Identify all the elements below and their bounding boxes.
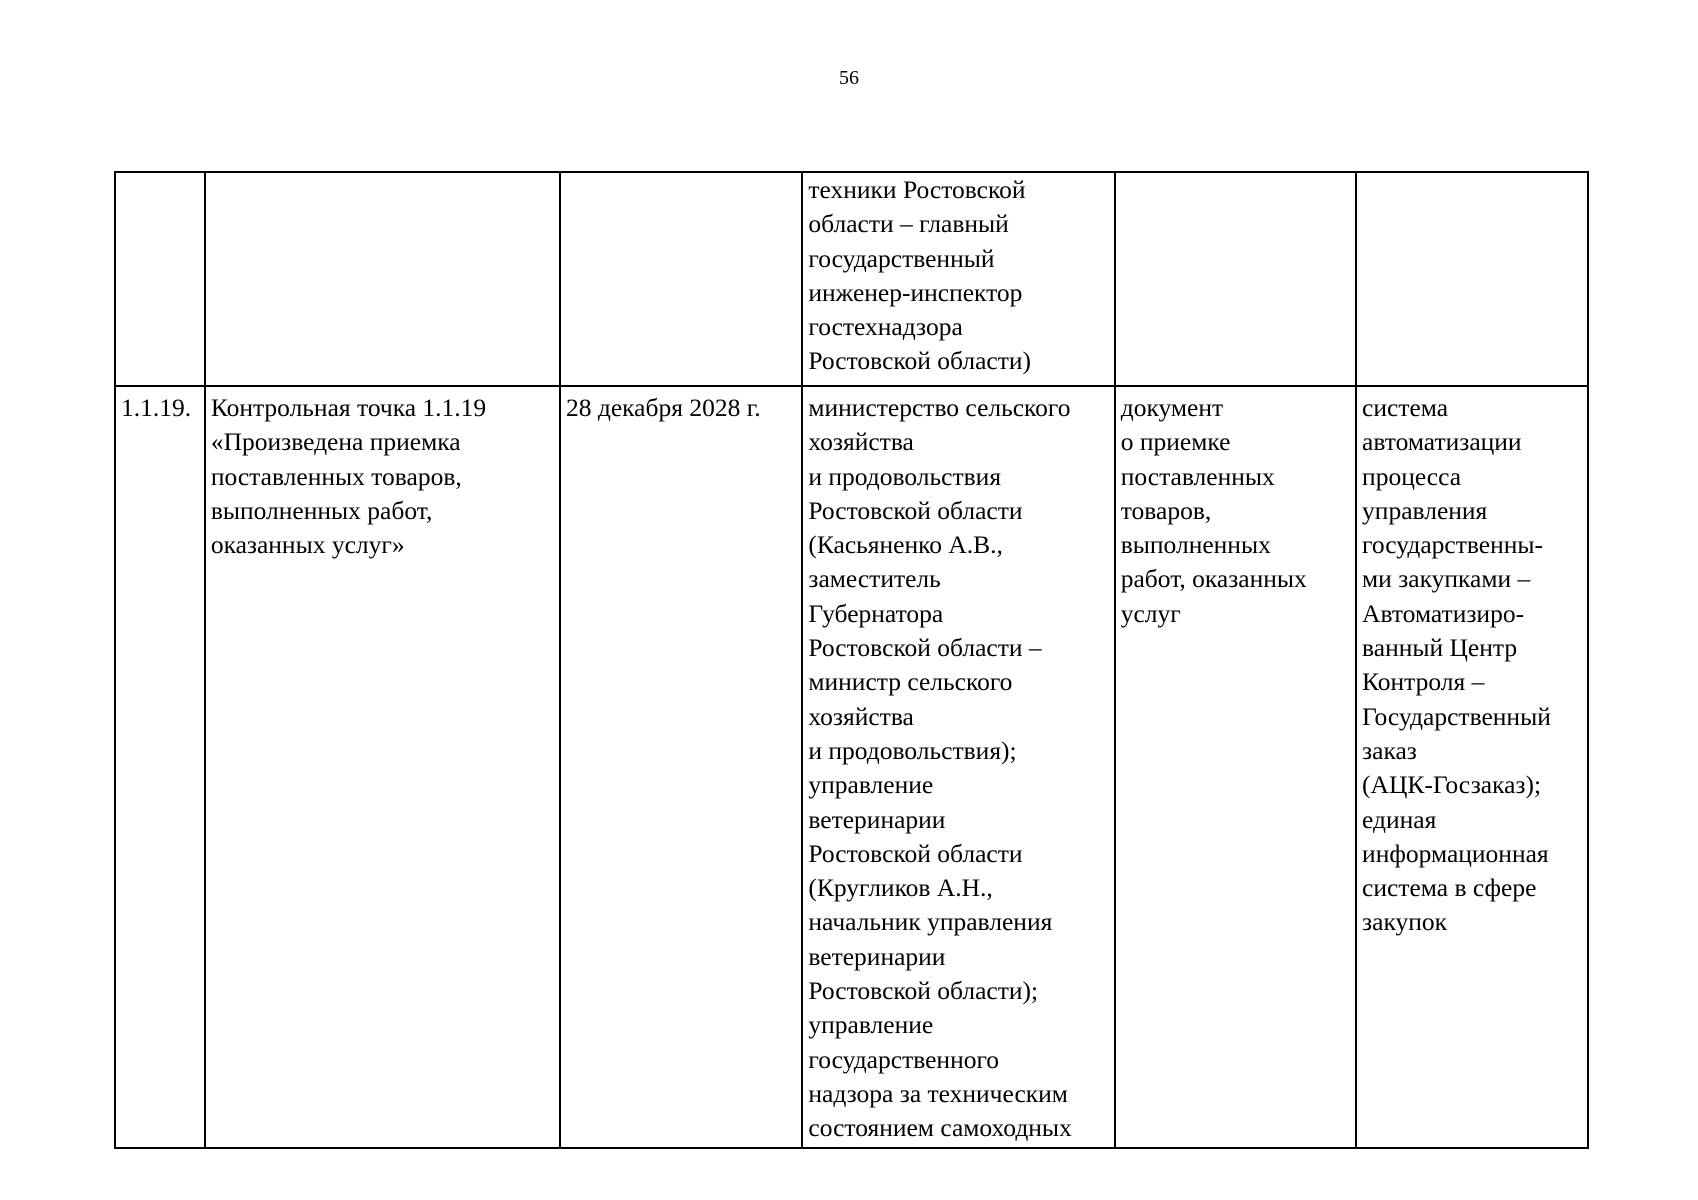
- cell-system: [1356, 386, 1588, 1148]
- cell-name: [205, 386, 560, 1148]
- cell-document: [1115, 386, 1356, 1148]
- cell-number-text: 1.1.19.: [121, 393, 192, 422]
- page-number: 56: [839, 67, 859, 89]
- cell-responsible: [802, 172, 1114, 386]
- cell-document: [1115, 172, 1356, 386]
- table-row-continuation: [115, 172, 1588, 386]
- cell-number: [115, 386, 205, 1148]
- cell-date: [560, 386, 802, 1148]
- cell-responsible-text: техники Ростовской области – главный государственный инженер-инспектор гостехнадзора Ростовской области): [808, 175, 1031, 376]
- table-row-1-1-19: [115, 386, 1588, 1148]
- cell-responsible-text: министерство сельского хозяйства и продовольствия Ростовской области (Касьяненко А.В., заместитель Губернатора Ростовской области – министр сельского хозяйства и продовольствия); управление ветеринарии Ростовской области (Кругликов А.Н., начальник управления ветеринарии Ростовской области); управление государственного надзора за техническим состоянием самоходных: [808, 393, 1072, 1143]
- cell-date: [560, 172, 802, 386]
- cell-system-text: система автоматизации процесса управления государственны- ми закупками – Автоматизиро- ванный Центр Контроля – Государственный заказ (АЦК-Госзаказ); единая информационная система в сфере закупок: [1362, 393, 1551, 937]
- cell-responsible: [802, 386, 1114, 1148]
- cell-date-text: 28 декабря 2028 г.: [566, 393, 761, 422]
- cell-name-text: Контрольная точка 1.1.19 «Произведена приемка поставленных товаров, выполненных работ, оказанных услуг»: [210, 393, 487, 560]
- cell-name: [205, 172, 560, 386]
- cell-number: [115, 172, 205, 386]
- cell-system: [1356, 172, 1588, 386]
- cell-document-text: документ о приемке поставленных товаров, выполненных работ, оказанных услуг: [1120, 393, 1307, 628]
- plan-table: [114, 171, 1589, 1149]
